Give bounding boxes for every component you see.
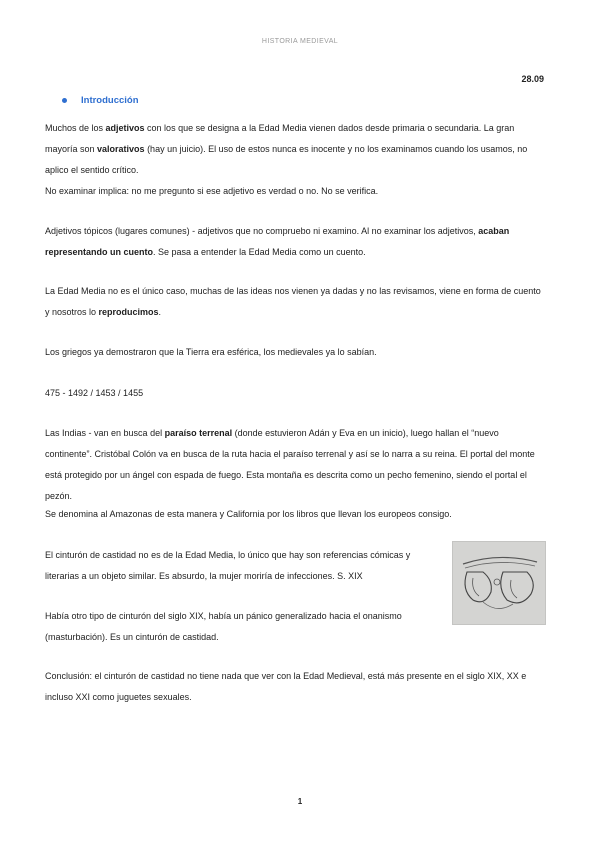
bold-run: reproducimos [98, 307, 159, 317]
text-run: (hay un juicio). El uso de estos nunca es inocente y no los examinamos cuando los usamos, no aplico el sentido crítico. [45, 144, 528, 175]
running-header: HISTORIA MEDIEVAL [261, 38, 339, 45]
paragraph-conclusion: Conclusión: el cinturón de castidad no tiene nada que ver con la Edad Medieval, está más presente en el siglo XIX, XX e incluso XXI como juguetes sexuales. [45, 671, 527, 702]
bold-run: paraíso terrenal [164, 428, 233, 438]
paragraph-indias [45, 423, 545, 507]
paragraph-adjetivos [45, 118, 545, 181]
paragraph-siglo-xix: Había otro tipo de cinturón del siglo XIX, había un pánico generalizado hacia el onanismo (masturbación). Es un cinturón de castidad. [45, 611, 402, 642]
section-heading-text: Introducción [81, 95, 139, 106]
text-run: con los que se designa a la Edad Media vienen dados desde primaria o secundaria. La gran mayoría son [45, 123, 515, 154]
paragraph-dates: 475 - 1492 / 1453 / 1455 [45, 388, 144, 398]
text-run: Las Indias - van en busca del [45, 428, 165, 438]
text-run: Muchos de los [45, 123, 106, 133]
page-number: 1 [297, 797, 303, 806]
paragraph-topicos [45, 221, 545, 263]
date-label: 28.09 [521, 74, 544, 84]
paragraph-no-examinar: No examinar implica: no me pregunto si ese adjetivo es verdad o no. No se verifica. [45, 186, 379, 196]
text-run: La Edad Media no es el único caso, muchas de las ideas nos vienen ya dadas y no las revisamos, viene en forma de cuento y nosotros lo [45, 286, 541, 317]
text-run: (donde estuvieron Adán y Eva en un inicio), luego hallan el “nuevo continente”. Cristóbal Colón va en busca de la ruta hacia el paraíso terrenal y así se lo narra a su reina. El portal del monte está protegido por un ángel con espada de fuego. Esta montaña es descrita como un pecho femenino, siendo el portal el pezón. [45, 428, 535, 501]
text-run: Adjetivos tópicos (lugares comunes) - adjetivos que no compruebo ni examino. Al no examinar los adjetivos, [45, 226, 479, 236]
paragraph-cinturon: El cinturón de castidad no es de la Edad Media, lo único que hay son referencias cómicas y literarias a un objeto similar. Es absurdo, la mujer moriría de infecciones. S. XIX [45, 550, 411, 581]
chastity-belt-sketch [453, 542, 545, 624]
section-heading [62, 95, 139, 106]
bold-run: acaban representando un cuento [45, 226, 510, 257]
chastity-belt-image [452, 541, 546, 625]
bold-run: valorativos [97, 144, 145, 154]
text-run: . Se pasa a entender la Edad Media como un cuento. [153, 247, 366, 257]
text-run: . [158, 307, 162, 317]
bold-run: adjetivos [105, 123, 145, 133]
paragraph-cuento [45, 281, 545, 323]
paragraph-griegos: Los griegos ya demostraron que la Tierra era esférica, los medievales ya lo sabían. [45, 347, 377, 357]
paragraph-amazonas: Se denomina al Amazonas de esta manera y California por los libros que llevan los europeos consigo. [45, 509, 452, 519]
bullet-icon [62, 98, 67, 103]
